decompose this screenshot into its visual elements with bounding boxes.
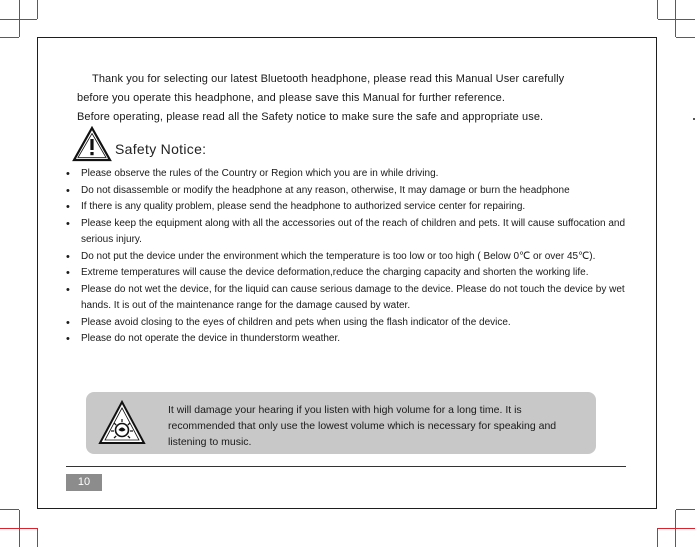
intro-text: [77, 70, 637, 127]
intro-line: before you operate this headphone, and please save this Manual for further reference.: [77, 92, 505, 104]
warning-triangle-icon: [72, 126, 112, 162]
crop-mark: [0, 37, 19, 38]
list-item: • Extreme temperatures will cause the device deformation,reduce the charging capacity and shorten the working life.: [66, 265, 626, 282]
crop-mark: [658, 528, 695, 529]
crop-mark: [0, 509, 19, 510]
crop-mark: [676, 509, 695, 510]
list-item: • Please avoid closing to the eyes of children and pets when using the flash indicator of the device.: [66, 315, 626, 332]
intro-line: Thank you for selecting our latest Bluetooth headphone, please read this Manual User carefully: [92, 73, 565, 85]
crop-mark: [0, 19, 37, 20]
crop-mark: [657, 0, 658, 19]
list-item: • Do not put the device under the environment which the temperature is too low or too high ( Below 0℃ or over 45℃).: [66, 249, 626, 266]
crop-mark: [657, 528, 658, 547]
crop-mark: [37, 0, 38, 19]
crop-mark: [676, 37, 695, 38]
crop-mark: [658, 19, 695, 20]
list-item: • Please do not operate the device in thunderstorm weather.: [66, 331, 626, 348]
intro-line: Before operating, please read all the Safety notice to make sure the safe and appropriate use.: [77, 111, 544, 123]
list-item: • Please do not wet the device, for the liquid can cause serious damage to the device. Please do not touch the device by wet hands. It is out of the maintenance range for the damage caused by water.: [66, 282, 626, 315]
crop-mark: [0, 528, 37, 529]
list-item: • If there is any quality problem, please send the headphone to authorized service center for repairing.: [66, 199, 626, 216]
list-item: • Do not disassemble or modify the headphone at any reason, otherwise, It may damage or burn the headphone: [66, 183, 626, 200]
list-item: • Please keep the equipment along with all the accessories out of the reach of children and pets. It will cause suffocation and serious injury.: [66, 216, 626, 249]
loud-noise-warning-icon: [98, 400, 146, 446]
crop-mark: [37, 528, 38, 547]
page-number: 10: [66, 474, 102, 491]
safety-rules-list: [66, 166, 626, 348]
hearing-warning-box: [86, 392, 596, 454]
safety-title: Safety Notice:: [115, 141, 207, 157]
hearing-warning-text: It will damage your hearing if you listen with high volume for a long time. It is recommended that only use the lowest volume which is necessary for speaking and listening to music.: [168, 404, 557, 448]
footer-divider: [66, 466, 626, 467]
list-item: • Please observe the rules of the Country or Region which you are in while driving.: [66, 166, 626, 183]
